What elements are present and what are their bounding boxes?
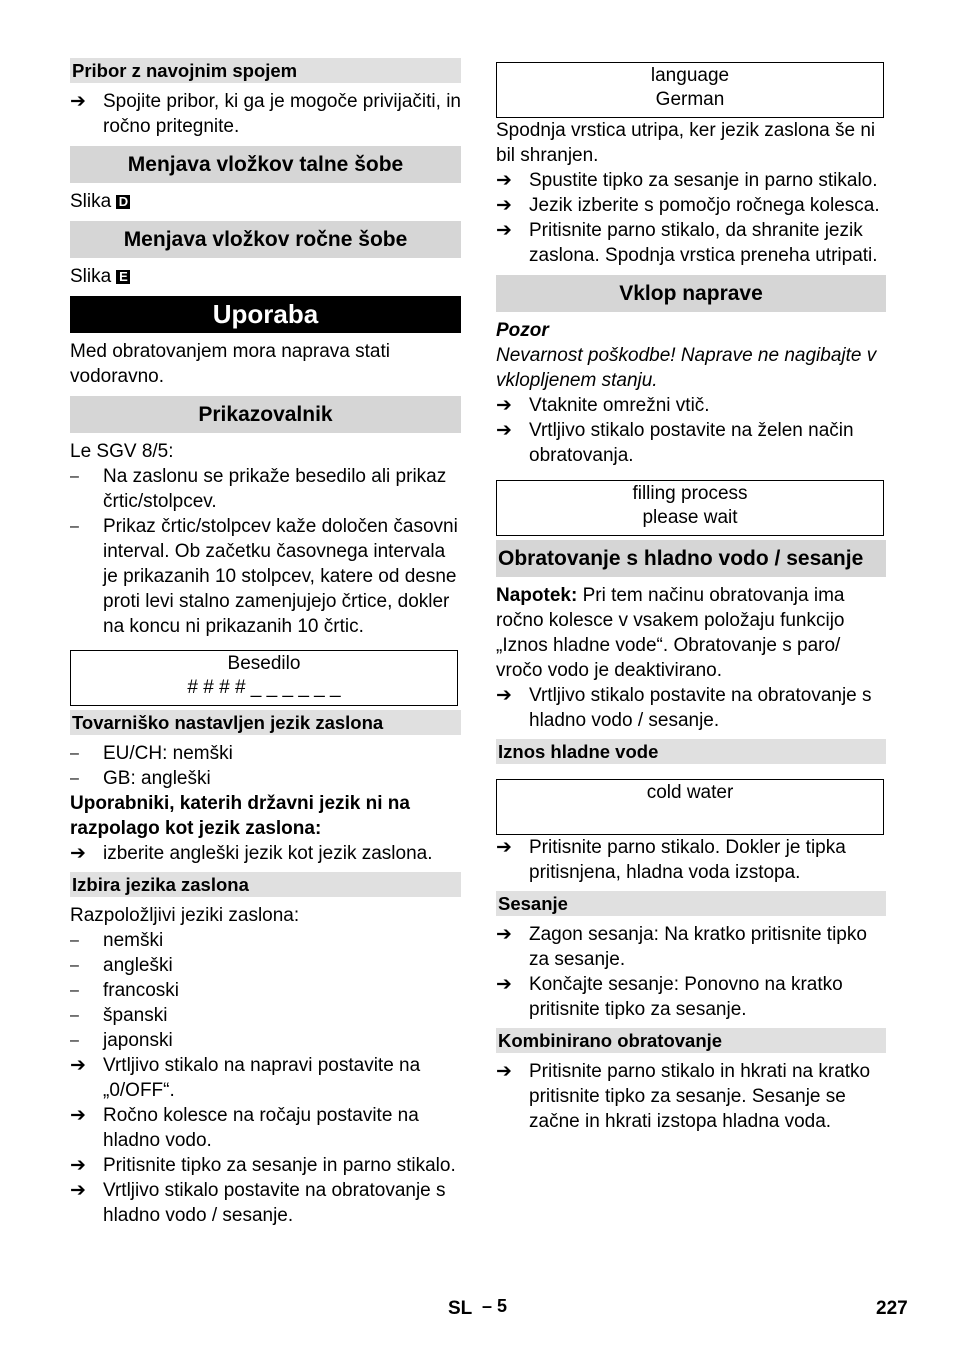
caution-text: Nevarnost poškodbe! Naprave ne nagibajte v vklopljenem stanju. bbox=[496, 345, 877, 391]
step-item: ➔ Jezik izberite s pomočjo ročnega kolesca. bbox=[496, 195, 880, 216]
caution-title: Pozor bbox=[496, 320, 549, 341]
list-item: – GB: angleški bbox=[70, 768, 211, 789]
section-heading-cold-water-output: Iznos hladne vode bbox=[496, 739, 886, 764]
section-heading-cold-water-vacuum: Obratovanje s hladno vodo / sesanje bbox=[496, 540, 886, 577]
figure-reference: Slika E bbox=[70, 264, 461, 289]
arrow-icon: ➔ bbox=[496, 837, 512, 858]
step-item: ➔ Vtaknite omrežni vtič. bbox=[496, 395, 710, 416]
list-item: – Na zaslonu se prikaže besedilo ali prikaz črtic/stolpcev. bbox=[70, 466, 447, 512]
figure-reference: Slika D bbox=[70, 189, 461, 214]
arrow-icon: ➔ bbox=[496, 220, 512, 241]
step-item: ➔ Zagon sesanja: Na kratko pritisnite tipko za sesanje. bbox=[496, 924, 867, 970]
bold-note: Uporabniki, katerih državni jezik ni na razpolago kot jezik zaslona: bbox=[70, 793, 410, 839]
arrow-icon: ➔ bbox=[70, 843, 86, 864]
list-item: – španski bbox=[70, 1005, 168, 1026]
section-heading-switch-on: Vklop naprave bbox=[496, 275, 886, 312]
display-sample-box: Besedilo # # # # _ _ _ _ _ _ bbox=[70, 650, 458, 706]
arrow-icon: ➔ bbox=[496, 924, 512, 945]
step-item: ➔ Vrtljivo stikalo postavite na obratovanje s hladno vodo / sesanje. bbox=[70, 1180, 446, 1226]
section-heading-hand-nozzle: Menjava vložkov ročne šobe bbox=[70, 221, 461, 258]
figure-badge: E bbox=[116, 270, 130, 284]
section-heading-vacuuming: Sesanje bbox=[496, 891, 886, 916]
step-item: ➔ izberite angleški jezik kot jezik zaslona. bbox=[70, 843, 433, 864]
section-heading-floor-nozzle: Menjava vložkov talne šobe bbox=[70, 146, 461, 183]
step-item: ➔ Končajte sesanje: Ponovno na kratko pritisnite tipko za sesanje. bbox=[496, 974, 843, 1020]
step-item: ➔ Vrtljivo stikalo postavite na želen način obratovanja. bbox=[496, 420, 854, 466]
arrow-icon: ➔ bbox=[496, 974, 512, 995]
filling-display-box: filling process please wait bbox=[496, 480, 884, 536]
intro-text: Med obratovanjem mora naprava stati vodoravno. bbox=[70, 341, 390, 387]
step-item: ➔ Pritisnite tipko za sesanje in parno stikalo. bbox=[70, 1155, 456, 1176]
arrow-icon: ➔ bbox=[70, 1105, 86, 1126]
arrow-icon: ➔ bbox=[496, 195, 512, 216]
step-item: ➔ Ročno kolesce na ročaju postavite na hladno vodo. bbox=[70, 1105, 419, 1151]
step-item: ➔ Pritisnite parno stikalo in hkrati na kratko pritisnite tipko za sesanje. Sesanje se začne in hkrati izstopa hladna voda. bbox=[496, 1061, 871, 1132]
list-item: – Prikaz črtic/stolpcev kaže določen časovni interval. Ob začetku časovnega intervala je prikazanih 10 stolpcev, katere od desne proti levi stalno zamenjujejo črtice, dokler na koncu ni prikazanih 10 črtic. bbox=[70, 516, 458, 637]
step-item: ➔ Vrtljivo stikalo na napravi postavite na „0/OFF“. bbox=[70, 1055, 421, 1101]
left-column bbox=[70, 58, 461, 1228]
step-item: ➔ Vrtljivo stikalo postavite na obratovanje s hladno vodo / sesanje. bbox=[496, 685, 872, 731]
cold-water-display-box: cold water bbox=[496, 779, 884, 835]
step-item: ➔ Spojite pribor, ki ga je mogoče privijačiti, in ročno pritegnite. bbox=[70, 91, 462, 137]
list-item: – japonski bbox=[70, 1030, 173, 1051]
arrow-icon: ➔ bbox=[70, 1180, 86, 1201]
step-item: ➔ Spustite tipko za sesanje in parno stikalo. bbox=[496, 170, 878, 191]
section-heading-language-select: Izbira jezika zaslona bbox=[70, 872, 461, 897]
footer-section-page: – 5 bbox=[482, 1296, 508, 1316]
figure-badge: D bbox=[116, 195, 130, 209]
right-column bbox=[496, 62, 886, 1134]
list-item: – EU/CH: nemški bbox=[70, 743, 233, 764]
list-item: – francoski bbox=[70, 980, 180, 1001]
chapter-title: Uporaba bbox=[70, 296, 461, 333]
arrow-icon: ➔ bbox=[496, 685, 512, 706]
lead-text: Razpoložljivi jeziki zaslona: bbox=[70, 905, 300, 926]
section-heading-accessory-thread: Pribor z navojnim spojem bbox=[70, 58, 461, 83]
arrow-icon: ➔ bbox=[496, 395, 512, 416]
lead-text: Le SGV 8/5: bbox=[70, 441, 174, 462]
language-display-box: language German bbox=[496, 62, 884, 118]
arrow-icon: ➔ bbox=[70, 91, 86, 112]
footer-page-number: 227 bbox=[876, 1298, 908, 1319]
section-heading-display: Prikazovalnik bbox=[70, 396, 461, 433]
body-text: Spodnja vrstica utripa, ker jezik zaslona še ni bil shranjen. bbox=[496, 120, 876, 166]
arrow-icon: ➔ bbox=[496, 1061, 512, 1082]
arrow-icon: ➔ bbox=[496, 170, 512, 191]
section-heading-factory-language: Tovarniško nastavljen jezik zaslona bbox=[70, 710, 461, 735]
list-item: – angleški bbox=[70, 955, 173, 976]
arrow-icon: ➔ bbox=[496, 420, 512, 441]
arrow-icon: ➔ bbox=[70, 1055, 86, 1076]
step-item: ➔ Pritisnite parno stikalo, da shranite jezik zaslona. Spodnja vrstica preneha utripati. bbox=[496, 220, 878, 266]
list-item: – nemški bbox=[70, 930, 164, 951]
note-text: Napotek: Pri tem načinu obratovanja ima ročno kolesce v vsakem položaju funkcijo „Iznos hladne vode“. Obratovanje s paro/ vročo vodo je deaktivirano. bbox=[496, 585, 845, 681]
step-item: ➔ Pritisnite parno stikalo. Dokler je tipka pritisnjena, hladna voda izstopa. bbox=[496, 837, 846, 883]
section-heading-combined-operation: Kombinirano obratovanje bbox=[496, 1028, 886, 1053]
footer-language-code: SL bbox=[448, 1298, 473, 1319]
arrow-icon: ➔ bbox=[70, 1155, 86, 1176]
